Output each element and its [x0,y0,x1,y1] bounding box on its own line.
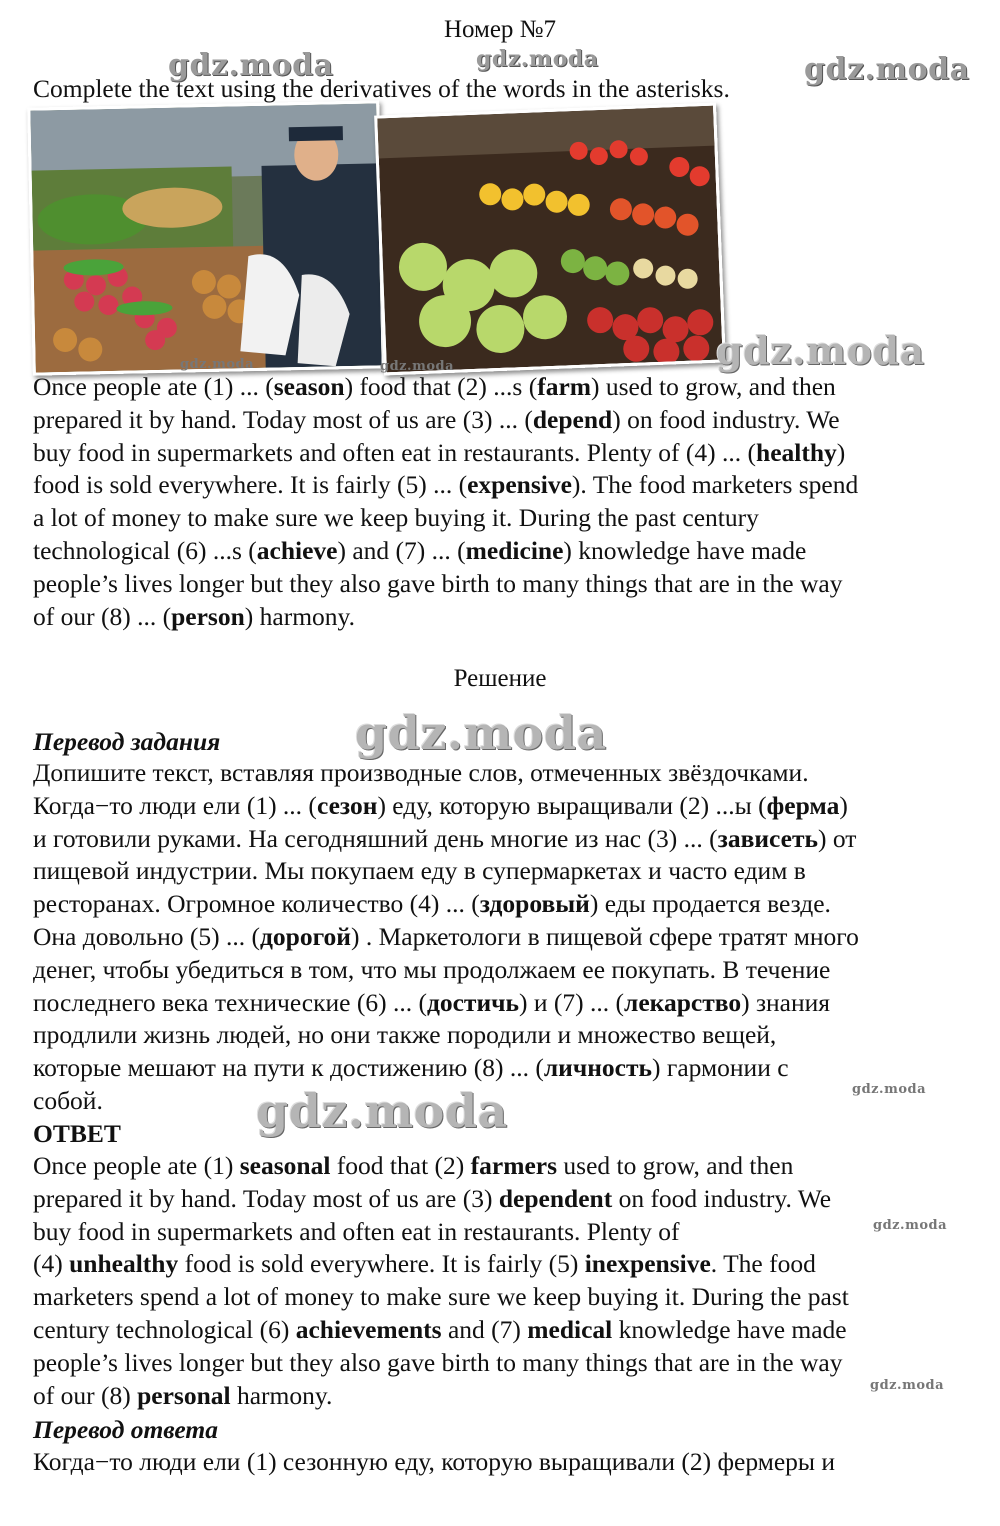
answer-translation-heading: Перевод ответа [33,1415,218,1444]
text-line: пищевой индустрии. Мы покупаем еду в супермаркетах и часто едим в [33,856,806,886]
keyword: лекарство [624,987,742,1017]
watermark: gdz.moda [716,328,925,373]
text-line: Когда−то люди ели (1) ... (сезон) еду, которую выращивали (2) ...ы (ферма) [33,790,848,820]
text-line: prepared it by hand. Today most of us are (3) dependent on food industry. We [33,1183,832,1213]
keyword: achievements [295,1315,442,1344]
keyword: medicine [465,536,564,565]
keyword: сезон [316,790,378,820]
text-line: Once people ate (1) seasonal food that (2) farmers used to grow, and then [33,1151,794,1180]
watermark: gdz.moda [476,46,599,72]
keyword: unhealthy [69,1249,179,1279]
text-line: денег, чтобы убедиться в том, что мы продолжаем ее покупать. В течение [33,954,831,984]
text-line: of our (8) ... (person) harmony. [33,601,356,631]
text-line: которые мешают на пути к достижению (8) ... (личность) гармонии с [33,1053,789,1083]
keyword: dependent [498,1183,613,1213]
market-photo-stall-image [377,106,723,373]
text-line: buy food in supermarkets and often eat in restaurants. Plenty of [33,1216,680,1246]
text-line: и готовили руками. На сегодняшний день многие из нас (3) ... (зависеть) от [33,823,857,853]
keyword: personal [137,1380,231,1410]
keyword: depend [532,404,613,434]
watermark: gdz.moda [380,359,455,374]
answer-heading: ОТВЕТ [33,1119,121,1148]
text-line: последнего века технические (6) ... (достичь) и (7) ... (лекарство) знания [33,987,831,1017]
watermark: gdz.moda [804,52,970,87]
text-line: Когда−то люди ели (1) сезонную еду, которую выращивали (2) фермеры и [33,1447,836,1476]
text-line: century technological (6) achievements and (7) medical knowledge have made [33,1315,847,1344]
keyword: seasonal [239,1151,331,1180]
keyword: дорогой [260,922,351,951]
text-line: продлили жизнь людей, но они также породили и множество вещей, [33,1020,777,1050]
market-photo-stall [374,103,726,376]
text-line: food is sold everywhere. It is fairly (5) ... (expensive). The food marketers spend [33,470,859,500]
keyword: farmers [470,1151,558,1180]
text-line: technological (6) ...s (achieve) and (7) ... (medicine) knowledge have made [33,536,807,565]
keyword: farm [537,372,592,401]
text-line: (4) unhealthy food is sold everywhere. It is fairly (5) inexpensive. The food [33,1249,816,1279]
keyword: healthy [756,437,837,467]
keyword: person [171,601,245,631]
keyword: достичь [426,987,520,1017]
text-line: people’s lives longer but they also gave birth to many things that are in the way [33,1347,843,1377]
keyword: личность [543,1053,652,1083]
watermark: gdz.moda [180,357,255,372]
instruction-text: Complete the text using the derivatives of the words in the asterisks. [33,74,730,103]
watermark: gdz.moda [873,1218,948,1233]
keyword: inexpensive [584,1249,711,1279]
keyword: achieve [256,536,338,565]
keyword: ферма [766,790,840,820]
market-photo-shopper [27,100,385,375]
watermark: gdz.moda [870,1378,945,1393]
watermark: gdz.moda [852,1082,927,1097]
text-line: people’s lives longer but they also gave birth to many things that are in the way [33,568,843,598]
keyword: season [273,372,345,401]
text-line: marketers spend a lot of money to make sure we keep buying it. During the past [33,1282,849,1312]
text-line: a lot of money to make sure we keep buying it. During the past century [33,503,759,533]
text-line: Допишите текст, вставляя производные слов, отмеченных звёздочками. [33,758,809,787]
market-photo-shopper-image [30,103,381,372]
watermark: gdz.moda [355,706,607,760]
exercise-title: Номер №7 [443,16,557,43]
text-line: of our (8) personal harmony. [33,1380,333,1410]
keyword: medical [527,1315,613,1344]
text-line: Она довольно (5) ... (дорогой) . Маркетологи в пищевой сфере тратят много [33,922,859,951]
keyword: здоровый [479,889,590,919]
text-line: ресторанах. Огромное количество (4) ... (здоровый) еды продается везде. [33,889,831,919]
translation-heading: Перевод задания [33,727,221,756]
watermark: gdz.moda [256,1084,508,1138]
text-line: собой. [33,1086,103,1115]
text-line: prepared it by hand. Today most of us are (3) ... (depend) on food industry. We [33,404,840,434]
keyword: expensive [467,470,572,500]
keyword: зависеть [717,823,819,853]
text-line: Once people ate (1) ... (season) food that (2) ...s (farm) used to grow, and then [33,372,836,401]
solution-label: Решение [453,665,547,692]
watermark: gdz.moda [168,48,334,83]
text-line: buy food in supermarkets and often eat in restaurants. Plenty of (4) ... (healthy) [33,437,846,467]
